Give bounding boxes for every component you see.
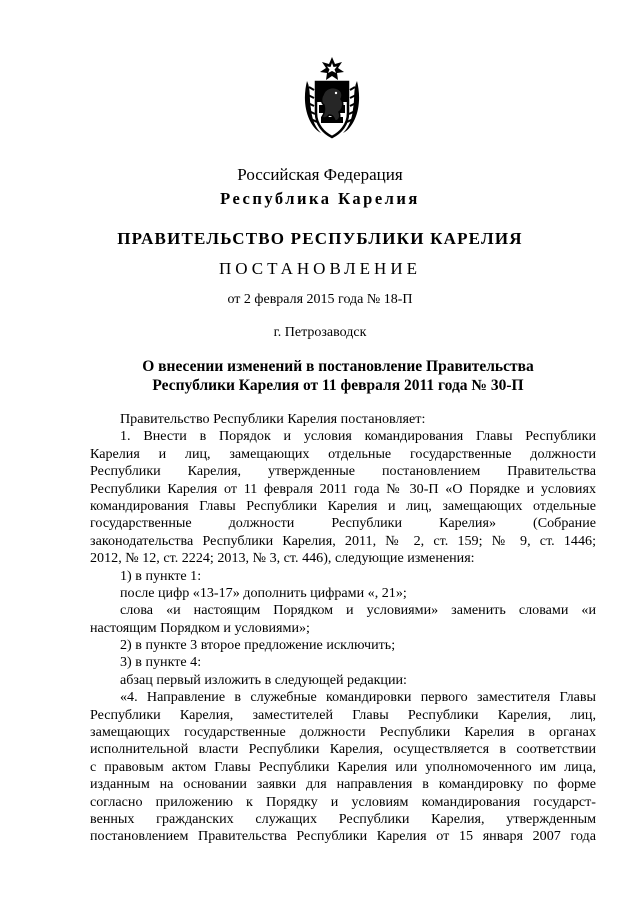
country-name: Российская Федерация xyxy=(237,165,403,184)
body-line: венных гражданских служащих Республики Карелия, утвержденным xyxy=(90,810,596,827)
body-line: 3) в пункте 4: xyxy=(120,654,202,671)
subject-line: О внесении изменений в постановление Правительства xyxy=(142,358,534,375)
document-subject xyxy=(90,357,586,395)
body-line: Карелия и лиц, замещающих отдельные государственные должности xyxy=(90,445,596,462)
body-line: командирования Главы Республики Карелия и лиц, замещающих отдельные xyxy=(90,497,596,514)
body-line: настоящим Порядком и условиями»; xyxy=(90,619,310,636)
body-line: слова «и настоящим Порядком и условиями» заменить словами «и xyxy=(120,602,596,619)
body-line: исполнительной власти Республики Карелия, осуществляется в соответствии xyxy=(90,741,596,758)
body-line: замещающих государственные должности Республики Карелия в органах xyxy=(90,724,596,741)
body-line: абзац первый изложить в следующей редакции: xyxy=(120,671,407,688)
body-line: «4. Направление в служебные командировки первого заместителя Главы xyxy=(120,689,596,706)
document-date-number: от 2 февраля 2015 года № 18-П xyxy=(227,292,413,307)
subject-line: Республики Карелия от 11 февраля 2011 года № 30-П xyxy=(152,377,524,394)
document-body xyxy=(90,411,596,846)
coat-of-arms-icon xyxy=(303,55,361,143)
body-line: законодательства Республики Карелия, 2011, № 2, ст. 159; № 9, ст. 1446; xyxy=(90,532,596,549)
body-line: после цифр «13-17» дополнить цифрами «, 21»; xyxy=(120,584,407,601)
body-line: Правительство Республики Карелия постановляет: xyxy=(120,411,426,427)
document-city: г. Петрозаводск xyxy=(273,325,367,340)
body-line: Республики Карелия, утвержденные постановлением Правительства xyxy=(90,463,596,480)
body-line: 1. Внести в Порядок и условия командирования Главы Республики xyxy=(120,428,596,445)
body-line: изданным на основании заявки для направления в командировку по форме xyxy=(90,776,596,793)
body-line: Республики Карелия, заместителей Главы Республики Карелия, лиц, xyxy=(90,706,596,723)
document-type: ПОСТАНОВЛЕНИЕ xyxy=(218,259,421,278)
body-line: 1) в пункте 1: xyxy=(120,567,202,584)
body-line: 2012, № 12, ст. 2224; 2013, № 3, ст. 446), следующие изменения: xyxy=(90,550,475,567)
body-line: согласно приложению к Порядку и условиям командирования государст- xyxy=(90,793,596,810)
republic-name: Республика Карелия xyxy=(220,189,420,208)
body-line: Республики Карелия от 11 февраля 2011 года № 30-П «О Порядке и условиях xyxy=(90,480,596,497)
body-line: с правовым актом Главы Республики Карелия или уполномоченного им лица, xyxy=(90,758,596,775)
body-line: постановлением Правительства Республики Карелия от 15 января 2007 года xyxy=(90,828,596,845)
body-line: государственные должности Республики Карелия» (Собрание xyxy=(90,515,596,532)
government-title: ПРАВИТЕЛЬСТВО РЕСПУБЛИКИ КАРЕЛИЯ xyxy=(117,229,523,248)
body-line: 2) в пункте 3 второе предложение исключить; xyxy=(120,637,396,654)
